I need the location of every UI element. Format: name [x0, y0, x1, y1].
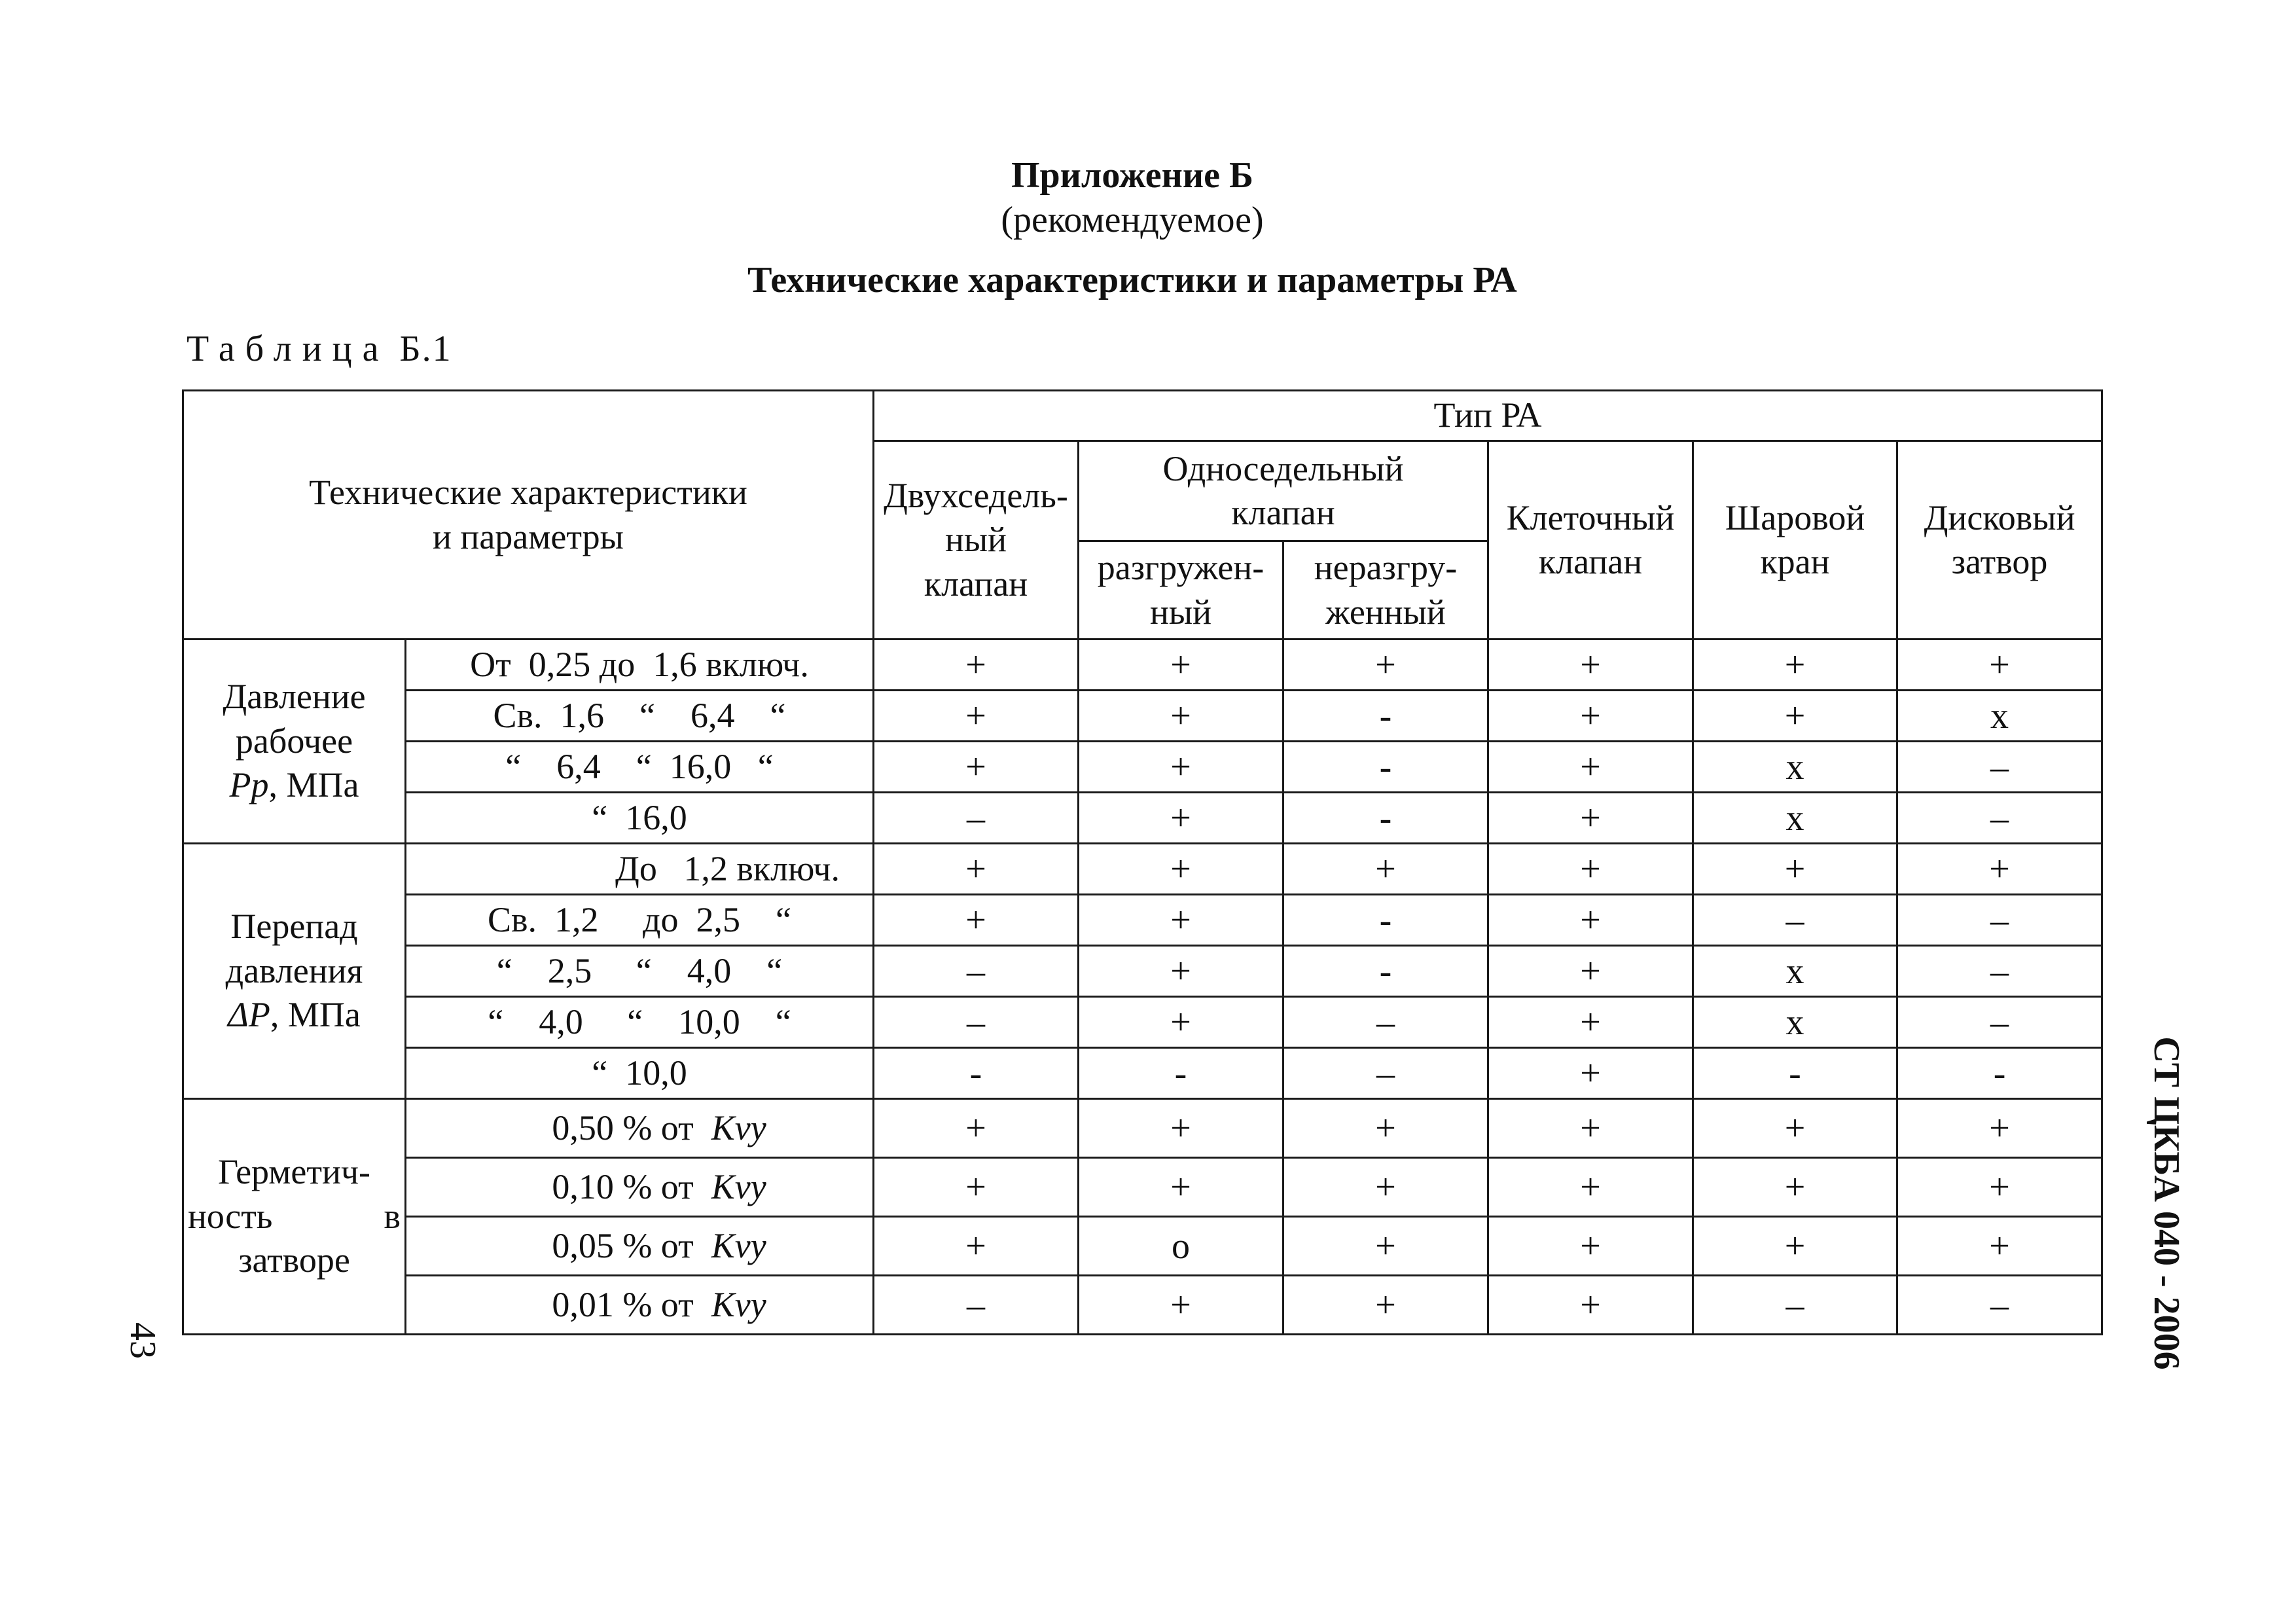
- table-caption: [187, 331, 452, 367]
- value-cell: +: [1488, 1099, 1693, 1158]
- col-header-line: затвор: [1951, 542, 2048, 581]
- value-cell: +: [1488, 844, 1693, 895]
- value-cell: -: [1283, 895, 1488, 946]
- value-cell: -: [874, 1048, 1079, 1099]
- group-label-pressure-drop: [183, 844, 406, 1099]
- range-cell: До 1,2 включ.: [406, 844, 874, 895]
- value-cell: +: [1079, 946, 1283, 997]
- col-header-line: Дисковый: [1924, 497, 2075, 537]
- value-cell: +: [1897, 640, 2102, 691]
- table-caption-number: Б.1: [399, 329, 452, 369]
- value-cell: –: [1897, 946, 2102, 997]
- value-cell: +: [1283, 1158, 1488, 1217]
- range-cell: “ 2,5 “ 4,0 “: [406, 946, 874, 997]
- value-cell: +: [1488, 1158, 1693, 1217]
- value-cell: +: [1693, 1099, 1897, 1158]
- pressure-symbol: Pp: [229, 765, 269, 805]
- range-cell: [406, 1276, 874, 1335]
- value-cell: x: [1693, 997, 1897, 1048]
- group-label-line: Давление: [223, 677, 366, 717]
- pressure-drop-symbol: ΔP: [228, 995, 270, 1035]
- page-number: 43: [122, 1322, 163, 1359]
- value-cell: –: [1283, 1048, 1488, 1099]
- unit-label: , МПа: [270, 995, 361, 1035]
- table-caption-word: Таблица: [187, 329, 389, 369]
- value-cell: –: [1693, 895, 1897, 946]
- col-header-line: Двухседель-: [884, 475, 1068, 515]
- value-cell: x: [1693, 793, 1897, 844]
- value-cell: +: [1897, 844, 2102, 895]
- range-cell: “ 10,0: [406, 1048, 874, 1099]
- appendix-status: (рекомендуемое): [1001, 200, 1264, 240]
- value-cell: o: [1079, 1217, 1283, 1276]
- table-row: [183, 1276, 2102, 1335]
- value-cell: +: [1693, 1217, 1897, 1276]
- value-cell: -: [1283, 793, 1488, 844]
- range-text: 0,10 % от: [552, 1166, 694, 1206]
- value-cell: +: [1488, 997, 1693, 1048]
- value-cell: +: [1488, 1276, 1693, 1335]
- col-single-seat: [1079, 441, 1488, 541]
- range-text: 0,01 % от: [552, 1284, 694, 1324]
- value-cell: -: [1283, 742, 1488, 793]
- table-row: [183, 946, 2102, 997]
- group-label-line: давления: [225, 950, 363, 990]
- table-row: [183, 793, 2102, 844]
- value-cell: +: [1488, 742, 1693, 793]
- group-label-word: ность: [188, 1196, 273, 1236]
- param-header-line: и параметры: [433, 516, 624, 556]
- kvy-symbol: Kvy: [711, 1225, 766, 1265]
- value-cell: +: [1283, 1276, 1488, 1335]
- value-cell: –: [1897, 1276, 2102, 1335]
- col-header-line: клапан: [924, 564, 1028, 604]
- group-label-working-pressure: [183, 640, 406, 844]
- range-text: 0,50 % от: [552, 1108, 694, 1147]
- value-cell: +: [874, 1217, 1079, 1276]
- value-cell: x: [1693, 946, 1897, 997]
- range-cell: [406, 1158, 874, 1217]
- value-cell: –: [1897, 997, 2102, 1048]
- group-label-line: рабочее: [235, 721, 353, 761]
- value-cell: +: [1488, 895, 1693, 946]
- col-header-line: женный: [1325, 592, 1446, 632]
- group-label-line: [188, 763, 401, 808]
- appendix-title: Технические характеристики и параметры РА: [747, 260, 1517, 300]
- group-label-line: Герметич-: [217, 1152, 371, 1192]
- value-cell: +: [1897, 1099, 2102, 1158]
- value-cell: +: [874, 1099, 1079, 1158]
- value-cell: +: [1079, 895, 1283, 946]
- range-cell: “ 4,0 “ 10,0 “: [406, 997, 874, 1048]
- table-row: [183, 1048, 2102, 1099]
- unit-label: , МПа: [268, 765, 359, 805]
- group-label-seat-tightness: [183, 1099, 406, 1335]
- value-cell: +: [874, 742, 1079, 793]
- value-cell: +: [1079, 793, 1283, 844]
- value-cell: +: [1283, 640, 1488, 691]
- value-cell: +: [1693, 844, 1897, 895]
- value-cell: –: [874, 793, 1079, 844]
- table-row: [183, 895, 2102, 946]
- value-cell: +: [874, 640, 1079, 691]
- range-cell: Св. 1,6 “ 6,4 “: [406, 691, 874, 742]
- col-header-line: разгружен-: [1097, 548, 1265, 587]
- table-row: [183, 742, 2102, 793]
- value-cell: +: [1488, 793, 1693, 844]
- table-row: [183, 1217, 2102, 1276]
- value-cell: +: [1283, 844, 1488, 895]
- range-cell: [406, 1217, 874, 1276]
- value-cell: +: [1897, 1217, 2102, 1276]
- value-cell: –: [874, 1276, 1079, 1335]
- col-unloaded: [1079, 541, 1283, 640]
- header-row: [183, 391, 2102, 441]
- table-row: [183, 1158, 2102, 1217]
- col-header-line: клапан: [1231, 493, 1335, 532]
- value-cell: –: [1897, 895, 2102, 946]
- value-cell: +: [874, 844, 1079, 895]
- range-cell: От 0,25 до 1,6 включ.: [406, 640, 874, 691]
- col-header-line: неразгру-: [1314, 548, 1458, 587]
- value-cell: -: [1897, 1048, 2102, 1099]
- value-cell: +: [1079, 1276, 1283, 1335]
- table-row: [183, 1099, 2102, 1158]
- value-cell: +: [874, 691, 1079, 742]
- col-not-unloaded: [1283, 541, 1488, 640]
- value-cell: +: [1488, 640, 1693, 691]
- value-cell: +: [1897, 1158, 2102, 1217]
- group-label-line: Перепад: [230, 907, 358, 947]
- col-header-line: кран: [1760, 542, 1830, 581]
- value-cell: +: [1693, 640, 1897, 691]
- value-cell: +: [1488, 691, 1693, 742]
- value-cell: -: [1693, 1048, 1897, 1099]
- appendix-heading: Приложение Б: [1011, 155, 1254, 196]
- value-cell: +: [1079, 997, 1283, 1048]
- col-header-line: Клеточный: [1506, 497, 1675, 537]
- value-cell: –: [1897, 742, 2102, 793]
- document-code: СТ ЦКБА 040 - 2006: [2146, 1036, 2187, 1370]
- group-label-word: в: [384, 1196, 401, 1236]
- range-cell: “ 6,4 “ 16,0 “: [406, 742, 874, 793]
- table-row: [183, 997, 2102, 1048]
- value-cell: –: [1693, 1276, 1897, 1335]
- value-cell: +: [1693, 691, 1897, 742]
- table-row: [183, 844, 2102, 895]
- type-header: Тип РА: [874, 391, 2102, 441]
- value-cell: +: [1079, 640, 1283, 691]
- group-label-line: [188, 993, 401, 1038]
- range-cell: Св. 1,2 до 2,5 “: [406, 895, 874, 946]
- col-header-line: ный: [944, 520, 1007, 560]
- kvy-symbol: Kvy: [711, 1166, 766, 1206]
- group-label-line: [188, 1195, 401, 1239]
- value-cell: -: [1283, 946, 1488, 997]
- value-cell: +: [1283, 1217, 1488, 1276]
- value-cell: –: [874, 946, 1079, 997]
- value-cell: -: [1283, 691, 1488, 742]
- value-cell: –: [1283, 997, 1488, 1048]
- value-cell: +: [1079, 844, 1283, 895]
- value-cell: +: [1079, 1099, 1283, 1158]
- col-ball-valve: [1693, 441, 1897, 640]
- value-cell: +: [1079, 691, 1283, 742]
- value-cell: x: [1897, 691, 2102, 742]
- param-header-line: Технические характеристики: [309, 473, 747, 512]
- col-disc-valve: [1897, 441, 2102, 640]
- value-cell: +: [874, 895, 1079, 946]
- kvy-symbol: Kvy: [711, 1108, 766, 1147]
- param-header: [183, 391, 874, 640]
- value-cell: +: [1693, 1158, 1897, 1217]
- col-header-line: ный: [1149, 592, 1212, 632]
- value-cell: –: [1897, 793, 2102, 844]
- value-cell: x: [1693, 742, 1897, 793]
- table-row: [183, 640, 2102, 691]
- group-label-line: затворе: [238, 1240, 350, 1280]
- value-cell: +: [1488, 946, 1693, 997]
- specs-table: [182, 389, 2103, 1335]
- col-double-seat: [874, 441, 1079, 640]
- range-cell: [406, 1099, 874, 1158]
- table-row: [183, 691, 2102, 742]
- value-cell: +: [1283, 1099, 1488, 1158]
- col-cage-valve: [1488, 441, 1693, 640]
- value-cell: +: [1488, 1217, 1693, 1276]
- value-cell: +: [1079, 1158, 1283, 1217]
- value-cell: +: [874, 1158, 1079, 1217]
- range-text: 0,05 % от: [552, 1225, 694, 1265]
- kvy-symbol: Kvy: [711, 1284, 766, 1324]
- value-cell: –: [874, 997, 1079, 1048]
- value-cell: -: [1079, 1048, 1283, 1099]
- col-header-line: Шаровой: [1725, 497, 1865, 537]
- col-header-line: Односедельный: [1162, 448, 1404, 488]
- range-cell: “ 16,0: [406, 793, 874, 844]
- value-cell: +: [1488, 1048, 1693, 1099]
- col-header-line: клапан: [1538, 542, 1643, 581]
- value-cell: +: [1079, 742, 1283, 793]
